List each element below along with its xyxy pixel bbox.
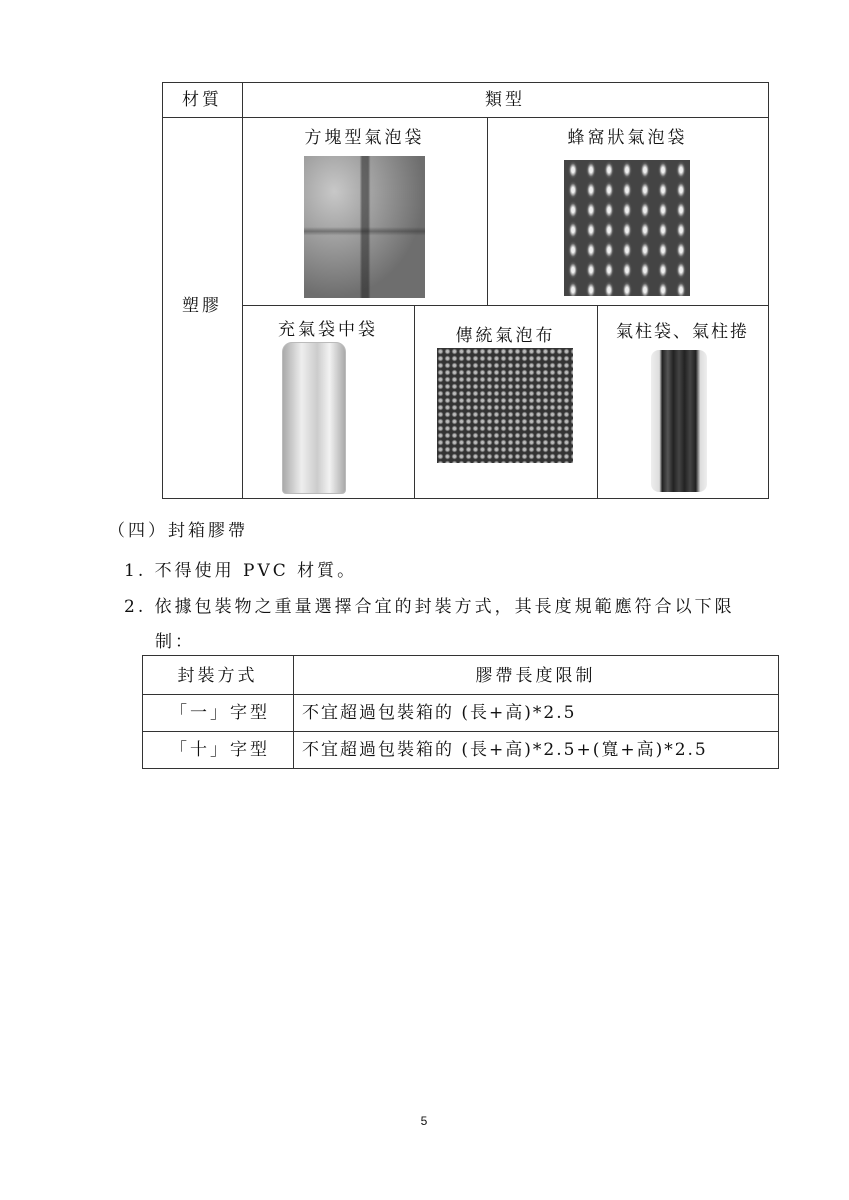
cube-air-bubble-bag-photo [304, 156, 425, 298]
inflatable-bag-photo [282, 342, 346, 494]
header-sealing-method: 封裝方式 [177, 666, 258, 686]
list-item-1: 1. 不得使用 PVC 材質。 [124, 561, 358, 581]
air-column-bag-photo [651, 350, 707, 492]
header-tape-limit: 膠帶長度限制 [475, 666, 596, 686]
header-material: 材質 [182, 90, 222, 110]
row-limit: 不宜超過包裝箱的 (長+高)*2.5 [302, 703, 577, 723]
item-label: 方塊型氣泡袋 [304, 128, 425, 148]
bubble-wrap-photo [437, 348, 573, 463]
item-label: 蜂窩狀氣泡袋 [567, 128, 688, 148]
honeycomb-bubble-bag-photo [564, 160, 690, 296]
item-label: 充氣袋中袋 [278, 320, 378, 340]
row-limit: 不宜超過包裝箱的 (長+高)*2.5+(寬+高)*2.5 [302, 740, 708, 760]
row-method: 「一」字型 [170, 703, 270, 723]
header-type: 類型 [485, 90, 525, 110]
material-plastic: 塑膠 [182, 296, 222, 316]
item-label: 傳統氣泡布 [455, 326, 556, 346]
row-method: 「十」字型 [170, 740, 270, 760]
list-item-2-cont: 制： [155, 632, 195, 652]
section-heading: （四）封箱膠帶 [108, 521, 248, 541]
item-label: 氣柱袋、氣柱捲 [616, 322, 749, 342]
page-number: 5 [420, 1114, 428, 1128]
list-item-2: 2. 依據包裝物之重量選擇合宜的封裝方式，其長度規範應符合以下限 [124, 597, 735, 617]
